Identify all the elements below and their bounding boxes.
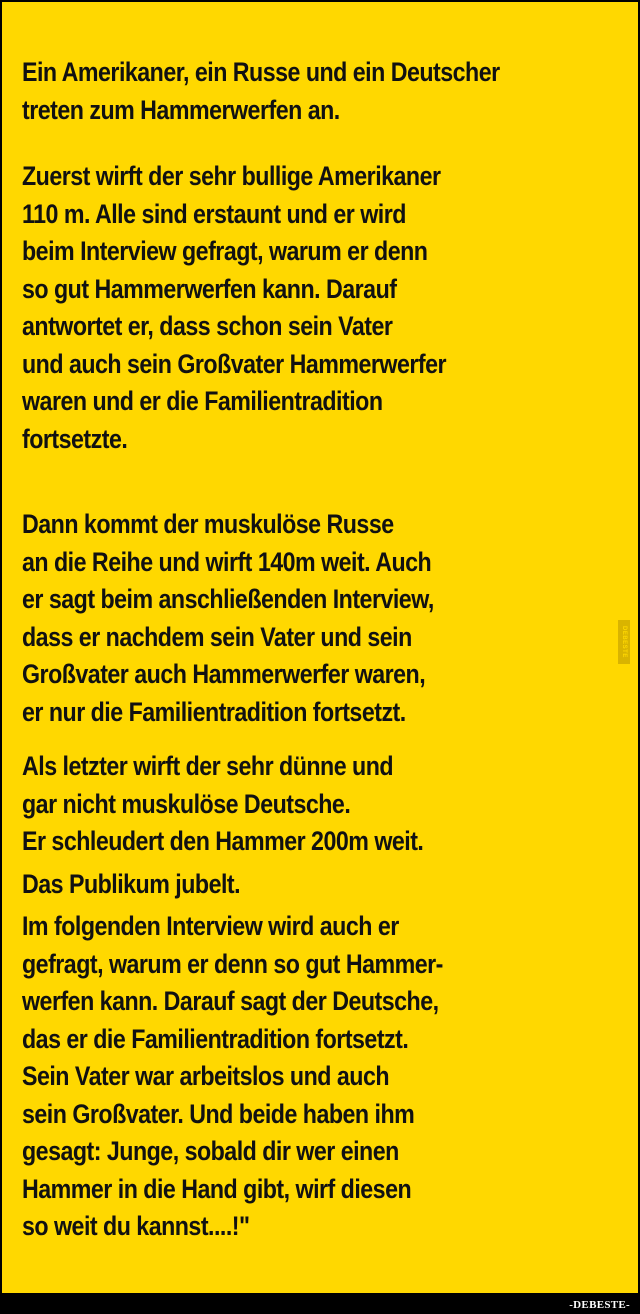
text-line: gar nicht muskulöse Deutsche. [22,788,351,819]
text-line: Das Publikum jubelt. [22,869,241,899]
text-line: Als letzter wirft der sehr dünne und [22,751,394,781]
text-line: dass er nachdem sein Vater und sein [22,621,412,652]
paragraph-punchline [22,908,624,1246]
text-line: Großvater auch Hammerwerfer waren, [22,659,426,689]
text-line: er nur die Familientradition fortsetzt. [22,696,406,727]
text-line: und auch sein Großvater Hammerwerfer [22,348,447,379]
brand-watermark: -DEBESTE- [565,1299,634,1312]
paragraph-audience [22,866,624,904]
text-line: Er schleudert den Hammer 200m weit. [22,826,424,856]
text-line: gefragt, warum er denn so gut Hammer- [22,948,443,979]
paragraph-american [22,158,624,498]
text-line: Ein Amerikaner, ein Russe und ein Deutscher [22,57,500,87]
text-line: Zuerst wirft der sehr bullige Amerikaner [22,161,441,191]
text-line: Dann kommt der muskulöse Russe [22,509,394,539]
meme-panel [2,2,638,1293]
paragraph-intro [22,54,624,132]
text-line: 110 m. Alle sind erstaunt und er wird [22,198,406,229]
text-line: fortsetzte. [22,423,128,454]
text-line: Hammer in die Hand gibt, wirf diesen [22,1173,412,1204]
text-line: Sein Vater war arbeitslos und auch [22,1061,390,1091]
text-line: so gut Hammerwerfen kann. Darauf [22,273,397,304]
paragraph-german [22,748,624,862]
text-line: sein Großvater. Und beide haben ihm [22,1098,415,1129]
text-line: an die Reihe und wirft 140m weit. Auch [22,546,432,577]
text-line: beim Interview gefragt, warum er denn [22,236,428,266]
text-line: das er die Familientradition fortsetzt. [22,1023,409,1054]
text-line: werfen kann. Darauf sagt der Deutsche, [22,986,439,1016]
joke-text [22,54,622,1246]
text-line: so weit du kannst....!" [22,1211,250,1241]
text-line: antwortet er, dass schon sein Vater [22,311,393,341]
text-line: treten zum Hammerwerfen an. [22,94,340,125]
text-line: Im folgenden Interview wird auch er [22,911,399,941]
paragraph-russian [22,506,624,734]
text-line: gesagt: Junge, sobald dir wer einen [22,1136,399,1166]
text-line: er sagt beim anschließenden Interview, [22,584,434,614]
text-line: waren und er die Familientradition [22,386,383,416]
side-watermark: DEBESTE [618,620,630,664]
